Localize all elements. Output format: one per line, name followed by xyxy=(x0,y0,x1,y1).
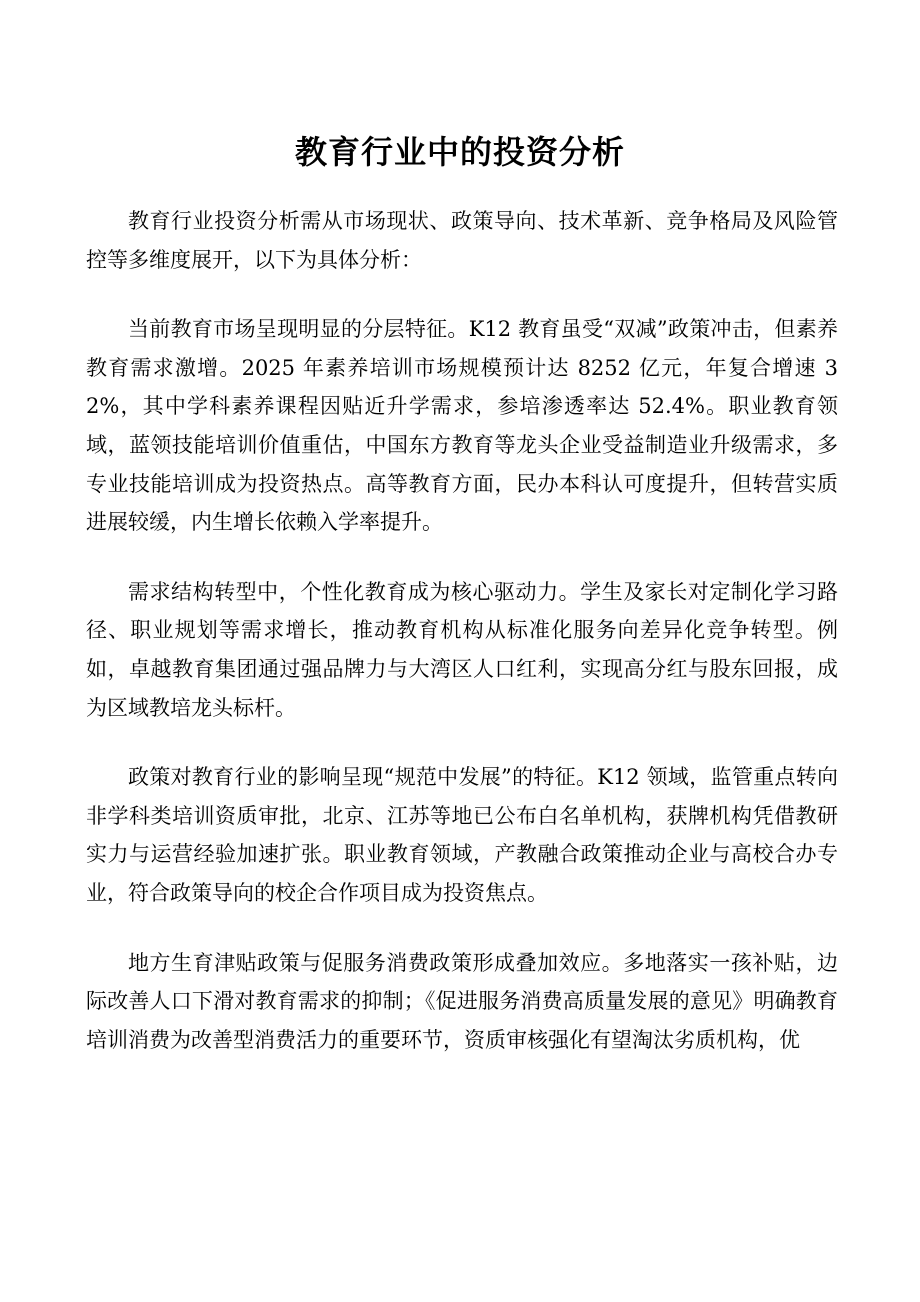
paragraph-market-status: 当前教育市场呈现明显的分层特征。K12 教育虽受“双减”政策冲击，但素养教育需求激增。2025 年素养培训市场规模预计达 8252 亿元，年复合增速 32%，其中学科素养课程因贴近升学需求，参培渗透率达 52.4%。职业教育领域，蓝领技能培训价值重估，中国东方教育等龙头企业受益制造业升级需求，多专业技能培训成为投资热点。高等教育方面，民办本科认可度提升，但转营实质进展较缓，内生增长依赖入学率提升。 xyxy=(86,317,838,535)
paragraph-policy-impact: 政策对教育行业的影响呈现“规范中发展”的特征。K12 领域，监管重点转向非学科类培训资质审批，北京、江苏等地已公布白名单机构，获牌机构凭借教研实力与运营经验加速扩张。职业教育领域，产教融合政策推动企业与高校合办专业，符合政策导向的校企合作项目成为投资焦点。 xyxy=(86,765,838,905)
paragraph-intro: 教育行业投资分析需从市场现状、政策导向、技术革新、竞争格局及风险管控等多维度展开，以下为具体分析： xyxy=(86,209,838,272)
paragraph-demand-structure: 需求结构转型中，个性化教育成为核心驱动力。学生及家长对定制化学习路径、职业规划等需求增长，推动教育机构从标准化服务向差异化竞争转型。例如，卓越教育集团通过强品牌力与大湾区人口红利，实现高分红与股东回报，成为区域教培龙头标杆。 xyxy=(86,579,838,720)
document-body xyxy=(86,202,838,1090)
document-title: 教育行业中的投资分析 xyxy=(294,133,625,171)
paragraph-local-policy: 地方生育津贴政策与促服务消费政策形成叠加效应。多地落实一孩补贴，边际改善人口下滑对教育需求的抑制；《促进服务消费高质量发展的意见》明确教育培训消费为改善型消费活力的重要环节，资质审核强化有望淘汰劣质机构，优 xyxy=(86,950,838,1052)
